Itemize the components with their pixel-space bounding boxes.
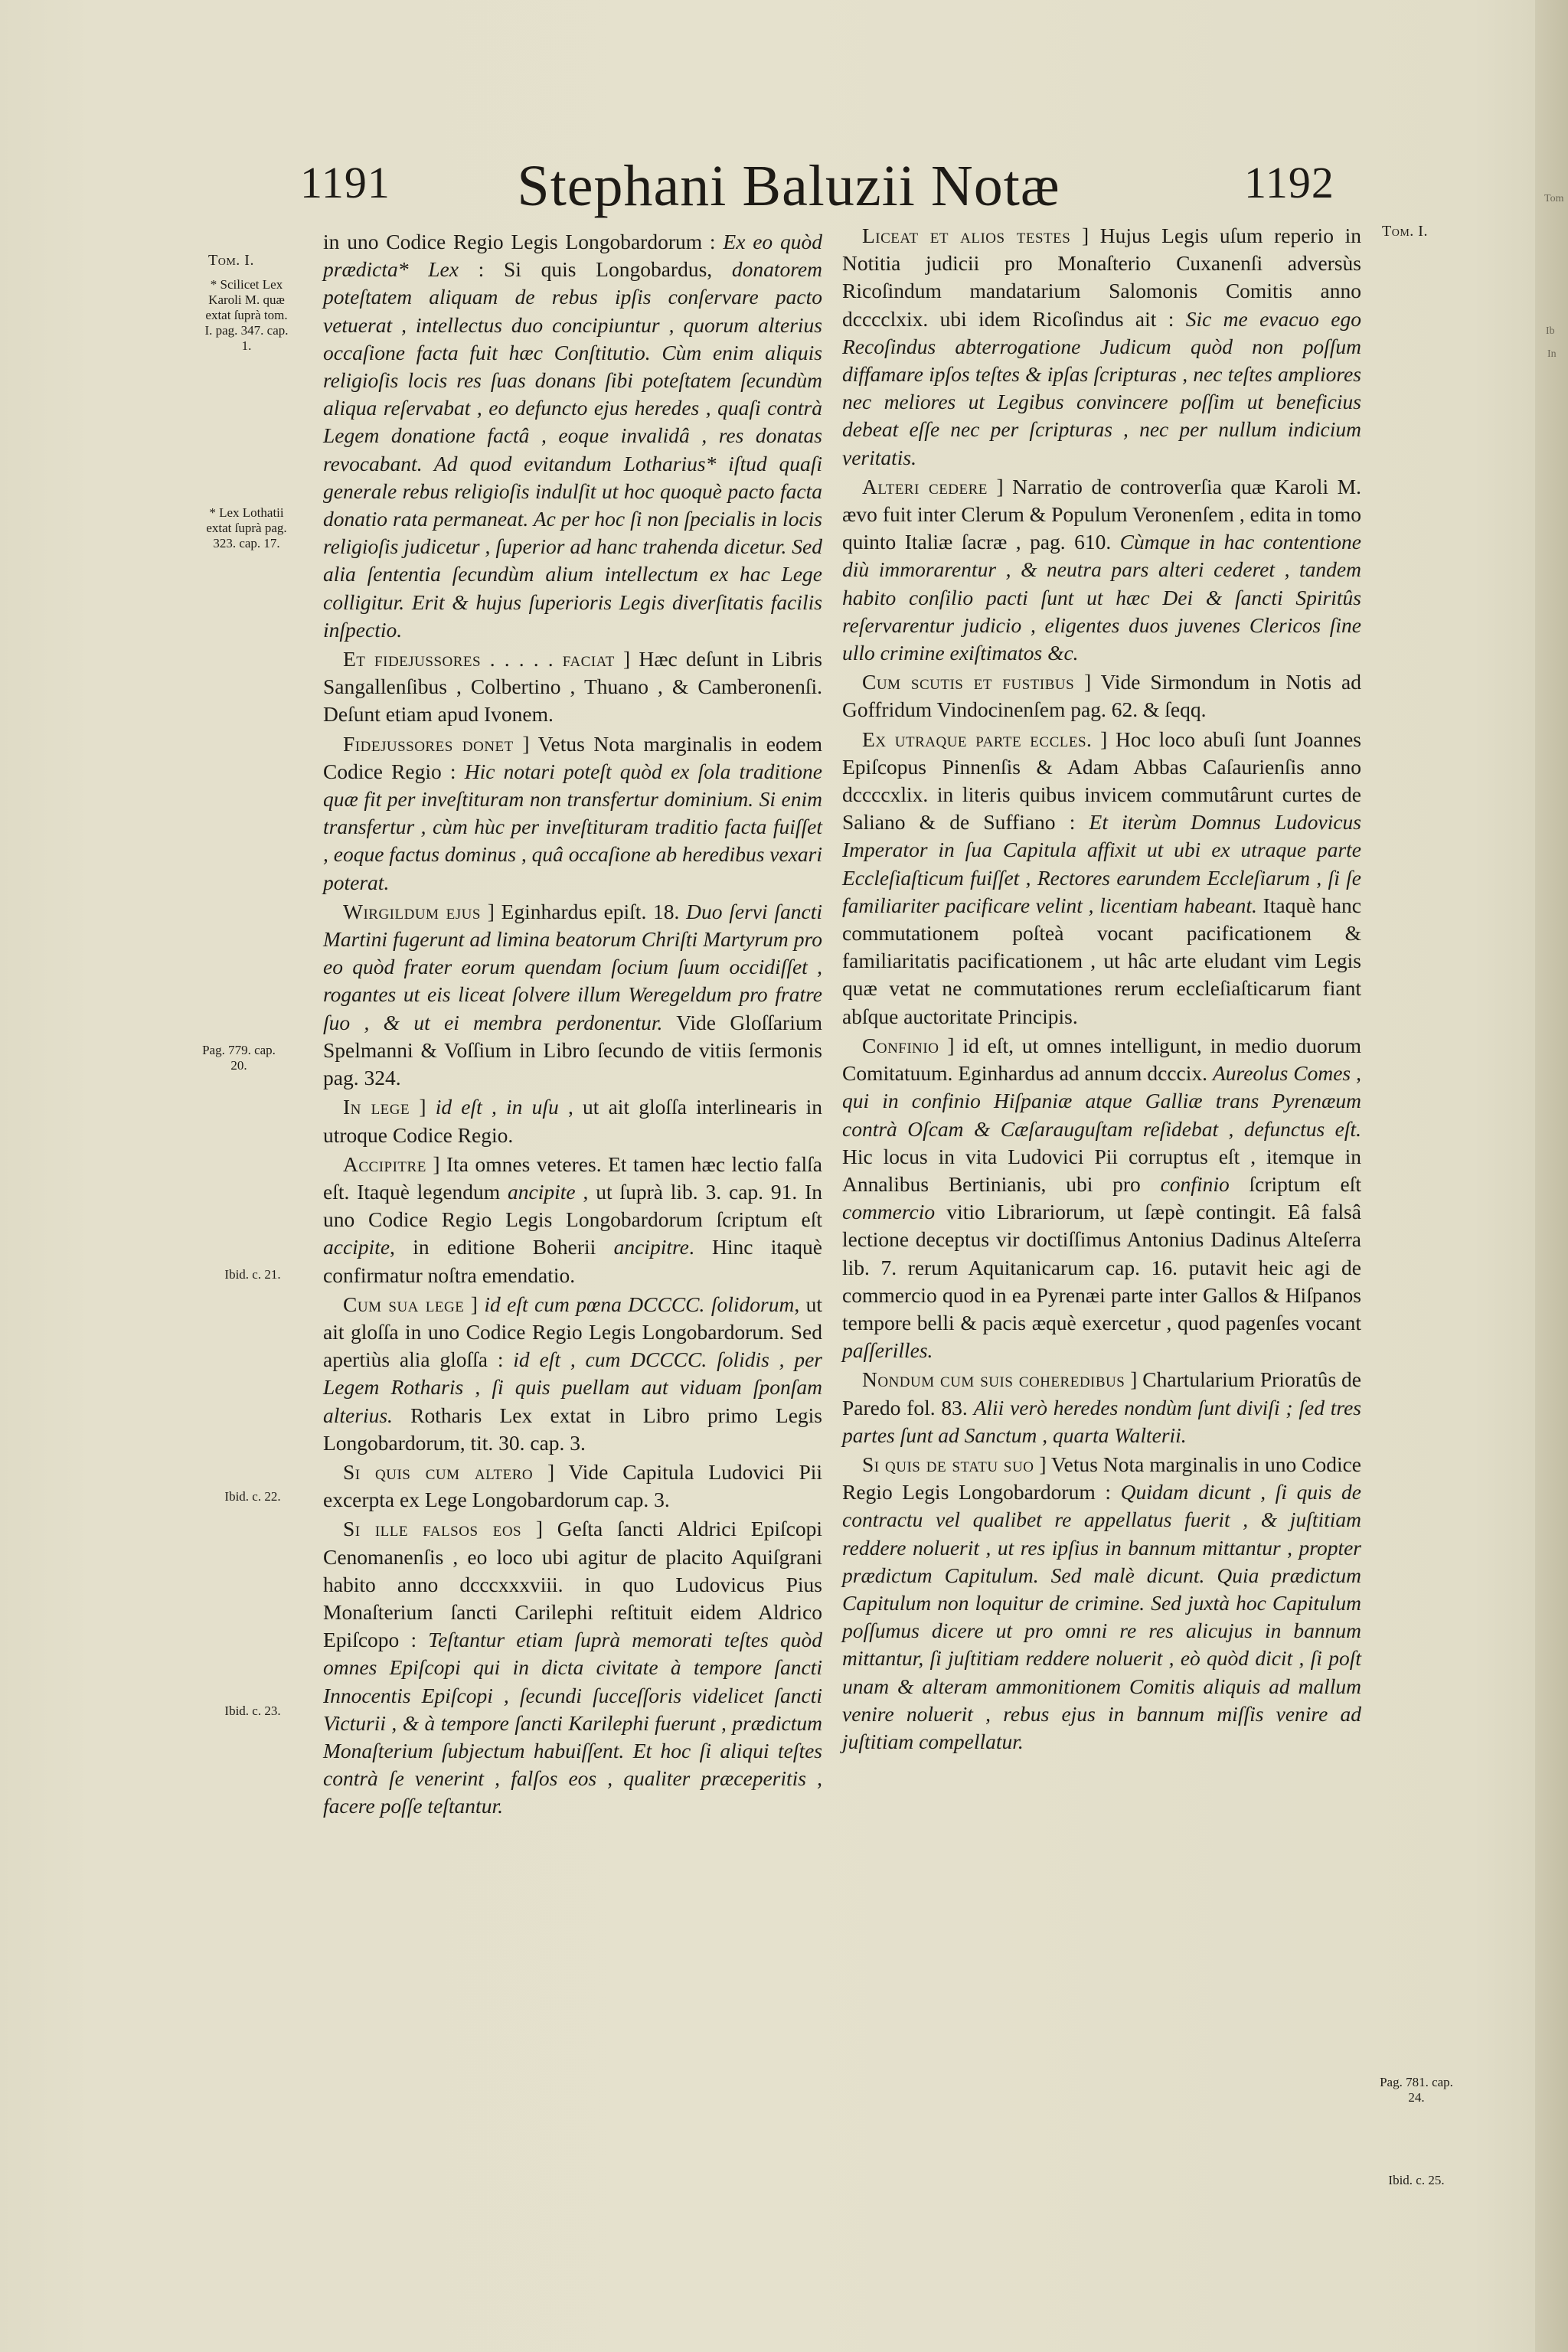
italic-text: Cùmque in hac contentione diù immorarentur , & neutra pars alteri cederet , tandem habito conſilio pacti ſunt ut hæc Dei & ſancti Spiritûs reſervarentur judicio , eligentes duos juvenes Clericos ſine ullo crimine exiſtimatos &c. (842, 530, 1362, 665)
italic-text: Et iterùm Domnus Ludovicus Imperator in ſua Capitula affixit ut ubi ex utraque parte Eccleſiaſticum fuiſſet , Rectores earundem Eccleſiarum , ſi ſe familiariter pacificare velint , licentiam habeant. (842, 810, 1361, 917)
edge-mark: Ib (1546, 325, 1555, 337)
lemma: Si quis cum altero (343, 1459, 534, 1484)
text: , in editione Boherii (390, 1235, 614, 1259)
text: ] Vetus Nota marginalis in eodem Codice Regio : (323, 731, 822, 783)
italic-text: Teſtantur etiam ſuprà memorati teſtes quòd omnes Epiſcopi qui in dicta civitate à tempore ſancti Innocentis Epiſcopi , ſecundi ſucceſſoris videlicet ſancti Victurii , & à tempore ſancti Karilephi fuerunt , prædictum Monaſterium ſubjectum habuiſſent. Et hoc ſi aliqui teſtes contrà ſe venerint , falſos eos , qualiter præceperitis , facere poſſe teſtantur. (323, 1628, 822, 1818)
text: ] Hujus Legis uſum reperio in Notitia judicii pro Monaſterio Cuxanenſi adversùs Ricoſindum mandatarium Salomonis Comitis anno dcccclxix. ubi idem Ricoſindus ait : (842, 224, 1361, 331)
text: : Si quis Longobardus, (478, 257, 732, 282)
italic-text: Sic me evacuo ego Recoſindus abterrogatione Judicum quòd non poſſum diffamare ipſos teſtes & ipſas ſcripturas , nec teſtes ampliores nec meliores ut Legibus convincere poſſim ut beneficius debeat eſſe nec per ſcripturas , nec per nullum indicium veritatis. (842, 306, 1361, 469)
margin-ref-ibid-23: Ibid. c. 23. (224, 1704, 281, 1718)
paragraph (323, 1151, 822, 1289)
italic-text: confinio (1160, 1171, 1230, 1196)
edge-mark: In (1547, 348, 1557, 360)
lemma: Liceat et alios testes (862, 224, 1071, 247)
edge-mark: Tom (1544, 193, 1564, 204)
lemma: Confinio (862, 1033, 939, 1057)
lemma: Fidejussores donet (343, 731, 514, 756)
italic-text: commercio (842, 1200, 936, 1224)
text: ] Eginhardus epiſt. 18. (487, 899, 687, 923)
lemma: Cum sua lege (343, 1292, 465, 1316)
right-column (842, 222, 1361, 1757)
lemma: Et fidejussores . . . . . faciat (343, 647, 615, 671)
left-page-number: 1191 (300, 158, 390, 207)
text: ] Geſta ſancti Aldrici Epiſcopi Cenomanenſis , eo loco ubi agitur de placito Aquiſgrani habito anno dcccxxxviii. in quo Ludovicus Pius Monaſterium ſancti Carilephi reſtituit eidem Aldrico Epiſcopo : (323, 1517, 823, 1652)
text: , ut ſuprà lib. 3. cap. 91. In uno Codice Regio Legis Longobardorum ſcriptum eſt (323, 1179, 822, 1232)
text: . Hinc itaquè confirmatur noſtra emendatio. (323, 1235, 822, 1287)
italic-text: Duo ſervi ſancti Martini fugerunt ad limina beatorum Chriſti Martyrum pro eo quòd frater eorum quendam ſocium ſuum occidiſſet , rogantes ut eis liceat ſolvere illum Weregeldum pro fratre ſuo , & ut ei membra perdonentur. (323, 899, 822, 1034)
text: ] Chartularium Prioratûs de Paredo fol. 83. (842, 1367, 1362, 1419)
italic-text: Aureolus Comes , qui in confinio Hiſpaniæ atque Galliæ trans Pyrenæum contrà Oſcam & Cæſarauguſtam reſidebat , defunctus eſt. (842, 1061, 1361, 1141)
paragraph (842, 1366, 1361, 1449)
paragraph (323, 228, 822, 644)
italic-text: Quidam dicunt , ſi quis de contractu vel qualibet re appellatus fuerit , & juſtitiam reddere noluerit , ut res ipſius in bannum mittantur , propter prædictum Capitulum. Sed malè dicunt. Quia prædictum Capitulum non loquitur de crimine. Sed juxtà hoc Capitulum poſſumus dicere ut pro omni re res alicujus in bannum mittantur, ſi juſtitiam reddere noluerit , eò quòd dicit , ſi poſt unam & alteram ammonitionem Comitis aliquis ad mallum venire noluerit , rebus ejus in bannum miſſis venire ad juſtitiam compellatur. (842, 1480, 1361, 1753)
margin-ref-pag-779: Pag. 779. cap. 20. (202, 1043, 276, 1073)
text: vitio Librariorum, ut ſæpè contingit. Eâ falsâ lectione deceptus vir doctiſſimus Antonius Dadinus Alteſerra lib. 7. rerum Aquitanicarum cap. 16. putavit heic agi de commercio quod in ea Pyrenæi parte inter Gallos & Hiſpanos tempore belli & pacis æquè exercetur , quod pagenſes vocant (842, 1200, 1361, 1334)
italic-text: Hic notari poteſt quòd ex ſola traditione quæ fit per inveſtituram non transfertur dominium. Si enim transfertur , cùm hùc per inveſtituram traditio facta fuiſſet , eoque factus dominus , quâ occaſione ab heredibus vexari poterat. (323, 759, 822, 894)
italic-text: ancipite (508, 1179, 576, 1204)
lemma: Nondum cum suis coheredibus (862, 1367, 1125, 1392)
lemma: Si quis de statu suo (862, 1452, 1034, 1476)
text: ] Ita omnes veteres. Et tamen hæc lectio falſa eſt. Itaquè legendum (323, 1152, 822, 1204)
text: ] id eſt, ut omnes intelligunt, in medio duorum Comitatuum. Eginhardus ad annum dcccix. (842, 1033, 1361, 1086)
margin-note-scilicet: * Scilicet Lex Karoli M. quæ extat ſuprà tom. I. pag. 347. cap. 1. (204, 277, 289, 353)
running-title: Stephani Baluzii Notæ (517, 154, 1060, 218)
margin-ref-ibid-22: Ibid. c. 22. (224, 1489, 281, 1504)
margin-ref-ibid-21: Ibid. c. 21. (224, 1267, 281, 1282)
text: ] Narratio de controverſia quæ Karoli M. ævo fuit inter Clerum & Populum Veronenſem , edita in tomo quinto Italiæ ſacræ , pag. 610. (842, 474, 1362, 554)
margin-tom-right: Tom. I. (1382, 223, 1428, 240)
lemma: Accipitre (343, 1152, 426, 1176)
lemma: Alteri cedere (862, 474, 988, 498)
italic-text: accipite (323, 1235, 390, 1259)
paragraph (323, 1515, 822, 1820)
paragraph (323, 898, 822, 1092)
margin-ref-ibid-25: Ibid. c. 25. (1388, 2173, 1445, 2187)
italic-text: id eſt , in uſu (435, 1095, 559, 1119)
italic-text: paſſerilles. (842, 1338, 933, 1363)
text: ] (419, 1095, 436, 1119)
right-page-number: 1192 (1244, 158, 1334, 207)
paragraph (323, 1291, 822, 1457)
text: Vide Gloſſarium Spelmanni & Voſſium in Libro ſecundo de vitiis ſermonis pag. 324. (323, 1010, 822, 1090)
text: Itaquè hanc commutationem poſteà vocant pacificationem & familiaritatis pacificationem , ut hâc arte eludant vim Legis quæ vetat ne commutationes rerum eccleſiaſticarum fiant abſque auctoritate Principis. (842, 893, 1362, 1028)
margin-tom: Tom. I. (208, 252, 254, 269)
margin-note-lex-lotharii: * Lex Lothatii extat ſuprà pag. 323. cap. 17. (206, 505, 287, 550)
text: ] Hæc deſunt in Libris Sangallenſibus , Colbertino , Thuano , & Camberonenſi. Deſunt etiam apud Ivonem. (323, 647, 822, 727)
paragraph (842, 1032, 1361, 1364)
lemma: Si ille falsos eos (343, 1517, 522, 1541)
paragraph (842, 668, 1361, 724)
text: in uno Codice Regio Legis Longobardorum : (323, 230, 724, 253)
italic-text: id eſt , cum DCCCC. ſolidis , per Legem Rotharis , ſi quis puellam aut viduam ſponſam alterius. (323, 1348, 823, 1427)
text: ] Vide Sirmondum in Notis ad Goffridum Vindocinenſem pag. 62. & ſeqq. (842, 670, 1361, 722)
text: ] (470, 1292, 485, 1316)
margin-ref-pag-781: Pag. 781. cap. 24. (1380, 2075, 1453, 2105)
adjacent-page-edge (1535, 0, 1568, 2352)
lemma: Wirgildum ejus (343, 899, 481, 923)
paragraph (842, 222, 1361, 472)
italic-text: ancipitre (613, 1235, 689, 1259)
text: , ut ait gloſſa interlinearis in utroque Codice Regio. (323, 1095, 823, 1147)
text: ] Hoc loco abuſi ſunt Joannes Epiſcopus Pinnenſis & Adam Abbas Caſaurienſis anno dccccxlix. in literis quibus invicem commutârunt curtes de Saliano & de Suffiano : (842, 727, 1362, 835)
paragraph (842, 473, 1361, 667)
lemma: In lege (343, 1095, 410, 1119)
text: Rotharis Lex extat in Libro primo Legis Longobardorum, tit. 30. cap. 3. (323, 1403, 822, 1455)
italic-text: donatorem poteſtatem aliquam de rebus ipſis conſervare pacto vetuerat , intellectus duo concipiuntur , quorum alterius occaſione facta fuit hæc Conſtitutio. Cùm enim aliquis religioſis locis res ſuas donans ſibi poteſtatem ſecundùm aliqua reſervabat , eo defuncto ejus heredes , quaſi contrà Legem donatione factâ , eoque invalidâ , res donatas revocabant. Ad quod evitandum Lotharius* iſtud quaſi generale rebus religioſis indulſit ut hoc quoquè pacto facta donatio rata permaneat. Ac per hoc ſi non ſpecialis in locis religioſis judicetur , ſuperior ad hanc trahenda dicetur. Sed alia ſententia ſecundùm alium intellectum ex hac Lege colligitur. Erit & hujus ſuperioris Legis diverſitatis facilis inſpectio. (323, 257, 822, 642)
paragraph (323, 1093, 822, 1148)
paragraph (323, 730, 822, 897)
left-column (323, 228, 822, 1822)
text: , ut ait gloſſa in uno Codice Regio Legis Longobardorum. Sed apertiùs alia gloſſa : (323, 1292, 822, 1372)
italic-text: Alii verò heredes nondùm ſunt diviſi ; ſed tres partes ſunt ad Sanctum , quarta Walterii. (842, 1395, 1361, 1447)
text: ] Vide Capitula Ludovici Pii excerpta ex Lege Longobardorum cap. 3. (323, 1459, 823, 1512)
italic-text: Ex eo quòd prædicta* Lex (323, 230, 823, 282)
lemma: Cum scutis et fustibus (862, 670, 1075, 694)
paragraph (842, 1451, 1361, 1756)
text: Hic locus in vita Ludovici Pii corruptus eſt , itemque in Annalibus Bertinianis, ubi pro (842, 1144, 1361, 1196)
italic-text: id eſt cum pœna DCCCC. ſolidorum (484, 1292, 795, 1316)
paragraph (323, 645, 822, 729)
paragraph (842, 726, 1361, 1031)
text: ſcriptum eſt (1229, 1171, 1361, 1196)
text: ] Vetus Nota marginalis in uno Codice Regio Legis Longobardorum : (842, 1452, 1361, 1504)
lemma: Ex utraque parte eccles. (862, 727, 1093, 751)
paragraph (323, 1459, 822, 1514)
